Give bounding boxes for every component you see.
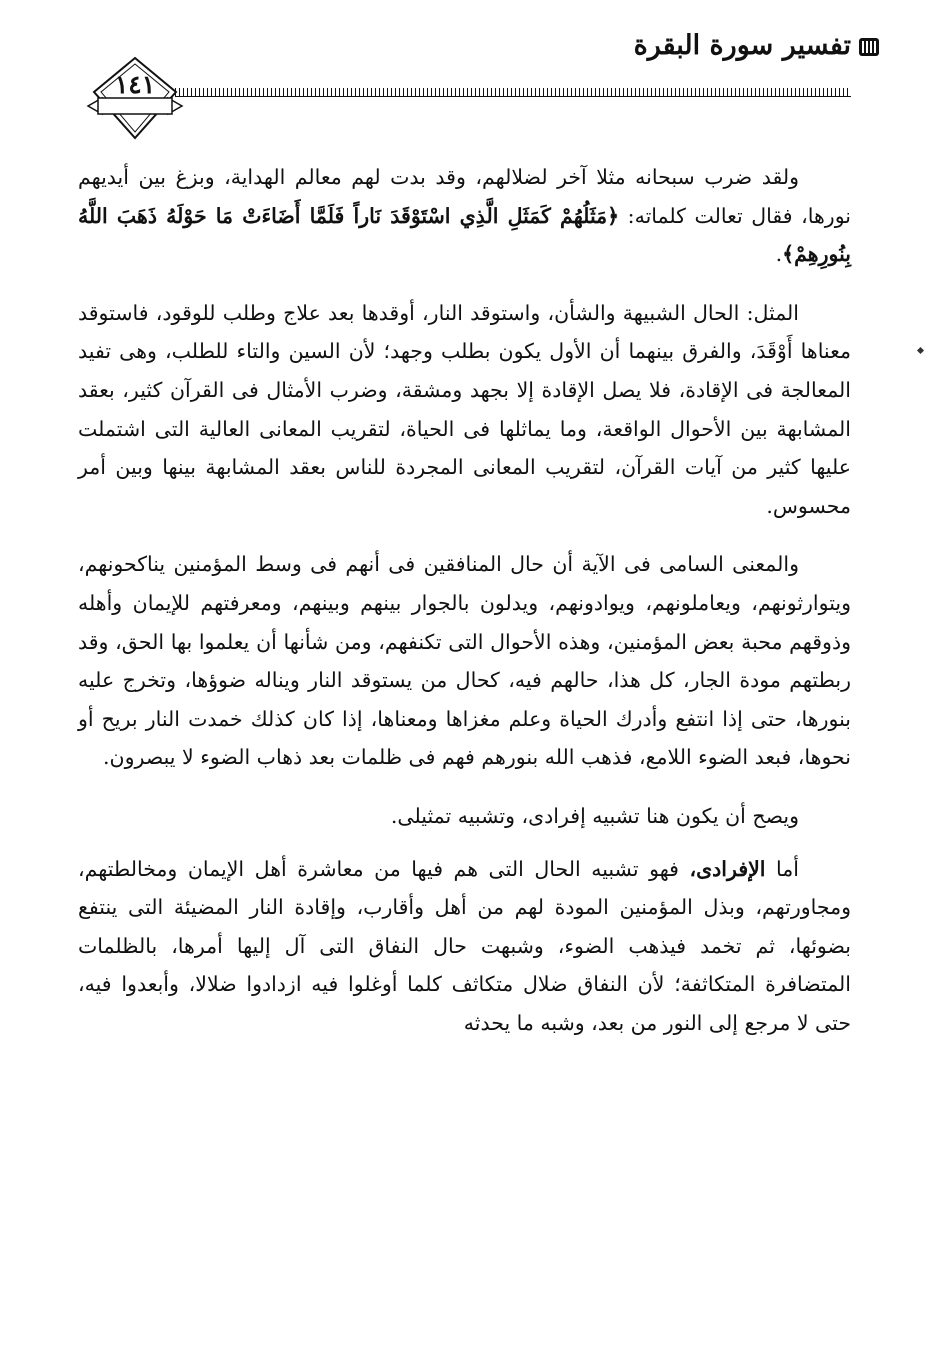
quran-verse: ﴿مَثَلُهُمْ كَمَثَلِ الَّذِي اسْتَوْقَدَ نَاراً فَلَمَّا أَضَاءَتْ مَا حَوْلَهُ ذَهَبَ اللَّهُ بِنُورِهِمْ﴾ [78, 203, 851, 267]
paragraph-meaning: والمعنى السامى فى الآية أن حال المنافقين فى أنهم فى وسط المؤمنين يناكحونهم، ويتوارثونهم، ويعاملونهم، ويوادونهم، ويدلون بالجوار بينهم وبينهم، ومعرفتهم للإيمان وأهله وذوقهم محبة بعض المؤمنين، وهذه الأحوال التى تكنفهم، ومن شأنها أن يعلموا بها الحق، وقد ربطتهم مودة الجار، كل هذا، حالهم فيه، كحال من يستوقد النار ويناله ضوؤها، وتخرج عليه بنورها، حتى إذا انتفع وأدرك الحياة وعلم مغزاها ومعناها، إذا كان كذلك خمدت النار بريح أو نحوها، فبعد الضوء اللامع، فذهب الله بنورهم فهم فى ظلمات بعد ذهاب الضوء لا يبصرون. [78, 552, 851, 770]
paragraph-individual-rest: فهو تشبيه الحال التى هم فيها من معاشرة أهل الإيمان ومخالطتهم، ومجاورتهم، وبذل المؤمنين المودة لهم من أهل وأقارب، وإقادة النار المضيئة التى ينتفع بضوئها، ثم تخمد فيذهب الضوء، وشبهت حال النفاق التى آل إليها أمرها، بالظلمات المتضافرة المتكاثفة؛ لأن النفاق ضلال متكاثف كلما أوغلوا فيه ازدادوا ضلالا، وأبعدوا فيه، حتى لا مرجع إلى النور من بعد، وشبه ما يحدثه [78, 856, 851, 1035]
page-body [78, 158, 851, 1062]
page-number: ١٤١ [114, 70, 156, 99]
running-header-title: تفسير سورة البقرة [633, 30, 851, 61]
paragraph-individual-start: أما [765, 856, 799, 881]
header-rule-line [175, 96, 851, 97]
margin-mark [917, 347, 924, 354]
paragraph-similitude-types: ويصح أن يكون هنا تشبيه إفرادى، وتشبيه تمثيلى. [390, 803, 799, 828]
paragraph-intro-end: . [775, 242, 783, 267]
header-rule [175, 88, 851, 96]
header-ornament-icon [857, 35, 881, 59]
paragraph-intro-text: ولقد ضرب سبحانه مثلا آخر لضلالهم، وقد بدت لهم معالم الهداية، وبزغ بين أيديهم نورها، فقال تعالت كلماته: [78, 165, 851, 228]
paragraph-definition: المثل: الحال الشبيهة والشأن، واستوقد النار، أوقدها بعد علاج وطلب للوقود، فاستوقد معناها أَوْقَدَ، والفرق بينهما أن الأول يكون بطلب وجهد؛ لأن السين والتاء للطلب، وهى تفيد المعالجة فى الإقادة، فلا يصل الإقادة إلا بجهد ومشقة، وضرب الأمثال فى القرآن كثير، بعقد المشابهة بين الأحوال الواقعة، وما يماثلها فى الحياة، لتقريب المعانى العالية التى اشتملت عليها كثير من آيات القرآن، لتقريب المعانى المجردة للناس بعقد المشابهة بينها وبين أمر محسوس. [78, 300, 851, 518]
paragraph-individual-similitude [78, 850, 851, 1043]
paragraph-intro [78, 158, 851, 274]
term-ifradi: الإفرادى، [689, 856, 766, 881]
